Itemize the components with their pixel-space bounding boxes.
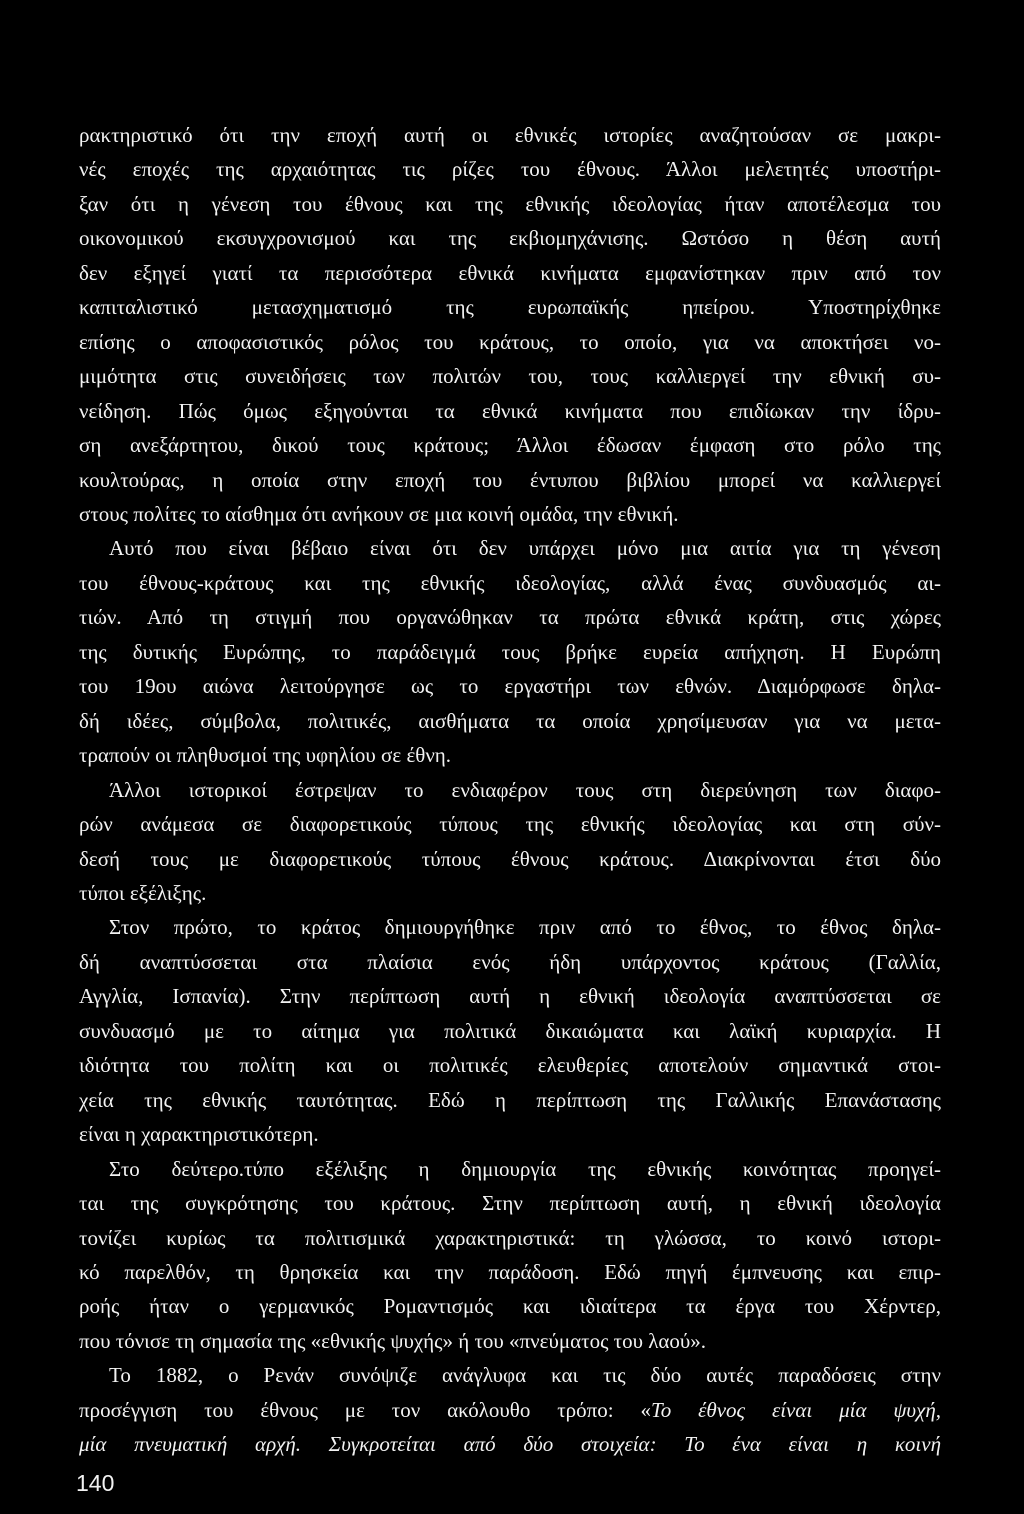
text-line [79, 566, 941, 600]
text-line-roman: Το 1882, ο Ρενάν συνόψιζε ανάγλυφα και τις δύο αυτές παραδόσεις στην [109, 1363, 941, 1388]
text-line-roman: επίσης ο αποφασιστικός ρόλος του κράτους, το οποίο, για να αποκτήσει νο- [79, 329, 941, 354]
text-line-roman: κό παρελθόν, τη θρησκεία και την παράδοση. Εδώ πηγή έμπνευσης και επιρ- [79, 1259, 941, 1284]
text-line-roman: του 19ου αιώνα λειτούργησε ως το εργαστήρι των εθνών. Διαμόρφωσε δηλα- [79, 674, 941, 699]
text-line-roman: ξαν ότι η γένεση του έθνους και της εθνικής ιδεολογίας ήταν αποτέλεσμα του [79, 191, 941, 216]
text-line-roman: δή ιδέες, σύμβολα, πολιτικές, αισθήματα τα οποία χρησίμευσαν για να μετα- [79, 708, 941, 733]
text-line [79, 945, 941, 979]
text-line [79, 1014, 941, 1048]
text-line-italic: Το έθνος είναι μία ψυχή, [650, 1397, 941, 1422]
text-line [79, 1083, 941, 1117]
text-line [79, 1221, 941, 1255]
text-line-roman: Αγγλία, Ισπανία). Στην περίπτωση αυτή η εθνική ιδεολογία αναπτύσσεται σε [79, 984, 941, 1009]
text-line [79, 910, 941, 944]
text-line-roman: δεν εξηγεί γιατί τα περισσότερα εθνικά κινήματα εμφανίστηκαν πριν από τον [79, 260, 941, 285]
text-line-roman: ρακτηριστικό ότι την εποχή αυτή οι εθνικές ιστορίες αναζητούσαν σε μακρι- [79, 123, 941, 147]
text-line [79, 704, 941, 738]
text-line-roman: Στο δεύτερο.τύπο εξέλιξης η δημιουργία της εθνικής κοινότητας προηγεί- [109, 1156, 941, 1181]
text-line [79, 807, 941, 841]
text-line-roman: τιών. Από τη στιγμή που οργανώθηκαν τα πρώτα εθνικά κράτη, στις χώρες [79, 605, 941, 630]
text-line [79, 635, 941, 669]
text-line-roman: τονίζει κυρίως τα πολιτισμικά χαρακτηριστικά: τη γλώσσα, το κοινό ιστορι- [79, 1225, 941, 1250]
text-line [79, 187, 941, 221]
text-line [79, 1358, 941, 1392]
text-line-roman: οικονομικού εκσυγχρονισμού και της εκβιομηχάνισης. Ωστόσο η θέση αυτή [79, 226, 941, 251]
text-line-roman: χεία της εθνικής ταυτότητας. Εδώ η περίπτωση της Γαλλικής Επανάστασης [79, 1087, 941, 1112]
text-line-roman: νές εποχές της αρχαιότητας τις ρίζες του έθνους. Άλλοι μελετητές υποστήρι- [79, 157, 941, 182]
text-line [79, 1117, 941, 1151]
text-line-roman: μιμότητα στις συνειδήσεις των πολιτών του, τους καλλιεργεί την εθνική συ- [79, 364, 941, 389]
text-line-roman: νείδηση. Πώς όμως εξηγούνται τα εθνικά κινήματα που επιδίωκαν την ίδρυ- [79, 398, 941, 423]
text-line [79, 1427, 941, 1461]
text-line [79, 463, 941, 497]
text-line [79, 1255, 941, 1289]
text-line [79, 1186, 941, 1220]
text-line [79, 1048, 941, 1082]
text-line-roman: του έθνους-κράτους και της εθνικής ιδεολογίας, αλλά ένας συνδυασμός αι- [79, 570, 941, 595]
text-line-roman: που τόνισε τη σημασία της «εθνικής ψυχής» ή του «πνεύματος του λαού». [79, 1328, 707, 1353]
text-line-roman: ροής ήταν ο γερμανικός Ρομαντισμός και ιδιαίτερα τα έργα του Χέρντερ, [79, 1294, 941, 1319]
text-line [79, 290, 941, 324]
text-line-roman: στους πολίτες το αίσθημα ότι ανήκουν σε μια κοινή ομάδα, την εθνική. [79, 501, 679, 526]
text-line-roman: Αυτό που είναι βέβαιο είναι ότι δεν υπάρχει μόνο μια αιτία για τη γένεση [109, 536, 941, 561]
text-line [79, 256, 941, 290]
text-line-roman: της δυτικής Ευρώπης, το παράδειγμά τους βρήκε ευρεία απήχηση. Η Ευρώπη [79, 639, 941, 664]
text-line [79, 1324, 941, 1358]
text-line-roman: ιδιότητα του πολίτη και οι πολιτικές ελευθερίες αποτελούν σημαντικά στοι- [79, 1053, 941, 1078]
text-line [79, 1289, 941, 1323]
text-line-roman: ρών ανάμεσα σε διαφορετικούς τύπους της εθνικής ιδεολογίας και στη σύν- [79, 812, 941, 837]
text-line [79, 979, 941, 1013]
text-line [79, 842, 941, 876]
body-text [79, 118, 941, 1462]
text-line-roman: τύποι εξέλιξης. [79, 880, 207, 905]
text-line [79, 669, 941, 703]
text-line-roman: δή αναπτύσσεται στα πλαίσια ενός ήδη υπάρχοντος κράτους (Γαλλία, [79, 949, 941, 974]
text-line [79, 1152, 941, 1186]
text-line [79, 1393, 941, 1427]
text-line [79, 359, 941, 393]
text-line-roman: προσέγγιση του έθνους με τον ακόλουθο τρόπο: « [79, 1397, 651, 1422]
text-line-roman: δεσή τους με διαφορετικούς τύπους έθνους κράτους. Διακρίνονται έτσι δύο [79, 846, 941, 871]
text-line [79, 876, 941, 910]
text-line-roman: κουλτούρας, η οποία στην εποχή του έντυπου βιβλίου μπορεί να καλλιεργεί [79, 467, 941, 492]
text-line [79, 221, 941, 255]
text-line [79, 773, 941, 807]
text-line-italic: μία πνευματική αρχή. Συγκροτείται από δύο στοιχεία: Το ένα είναι η κοινή [79, 1432, 941, 1457]
page-number: 140 [76, 1470, 115, 1496]
text-line [79, 394, 941, 428]
text-line [79, 600, 941, 634]
text-line [79, 325, 941, 359]
text-line [79, 497, 941, 531]
text-line [79, 118, 941, 152]
text-line-roman: ση ανεξάρτητου, δικού τους κράτους; Άλλοι έδωσαν έμφαση στο ρόλο της [79, 433, 941, 458]
text-line-roman: Στον πρώτο, το κράτος δημιουργήθηκε πριν από το έθνος, το έθνος δηλα- [109, 915, 941, 940]
text-line-roman: τραπούν οι πληθυσμοί της υφηλίου σε έθνη. [79, 743, 452, 768]
text-line-roman: ται της συγκρότησης του κράτους. Στην περίπτωση αυτή, η εθνική ιδεολογία [79, 1191, 941, 1216]
text-line [79, 152, 941, 186]
text-line-roman: καπιταλιστικό μετασχηματισμό της ευρωπαϊκής ηπείρου. Υποστηρίχθηκε [79, 295, 941, 320]
text-line-roman: είναι η χαρακτηριστικότερη. [79, 1122, 319, 1147]
text-line [79, 428, 941, 462]
text-line [79, 738, 941, 772]
text-line-roman: Άλλοι ιστορικοί έστρεψαν το ενδιαφέρον τους στη διερεύνηση των διαφο- [109, 777, 941, 802]
text-line [79, 531, 941, 565]
text-line-roman: συνδυασμό με το αίτημα για πολιτικά δικαιώματα και λαϊκή κυριαρχία. Η [79, 1018, 941, 1043]
